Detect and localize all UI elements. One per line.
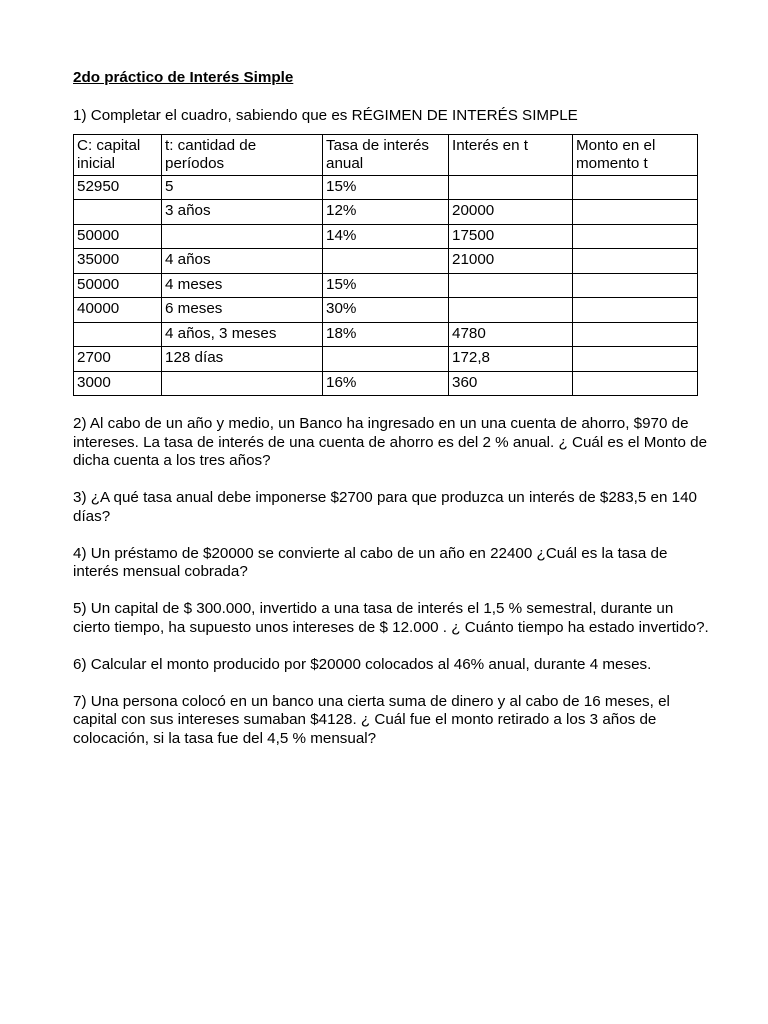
- table-row: [74, 322, 698, 347]
- header-capital: C: capital inicial: [74, 134, 162, 175]
- problem-item: 2) Al cabo de un año y medio, un Banco ha ingresado en un una cuenta de ahorro, $970 de intereses. La tasa de interés de una cuenta de ahorro es del 2 % anual. ¿ Cuál es el Monto de dicha cuenta a los tres años?: [73, 415, 708, 469]
- table-cell: 35000: [74, 249, 162, 274]
- header-amount: Monto en el momento t: [573, 134, 698, 175]
- table-cell: [449, 298, 573, 323]
- table-cell: 3000: [74, 371, 162, 396]
- problems-list: [73, 415, 713, 748]
- table-cell: [323, 347, 449, 372]
- table-cell: 30%: [323, 298, 449, 323]
- header-rate: Tasa de interés anual: [323, 134, 449, 175]
- table-cell: [573, 347, 698, 372]
- table-cell: 12%: [323, 200, 449, 225]
- table-cell: [573, 175, 698, 200]
- table-row: [74, 273, 698, 298]
- table-cell: 4 años: [162, 249, 323, 274]
- problem-item: 3) ¿A qué tasa anual debe imponerse $2700 para que produzca un interés de $283,5 en 140 días?: [73, 489, 697, 525]
- document-page: [73, 69, 713, 767]
- table-cell: 3 años: [162, 200, 323, 225]
- interest-table-body: [74, 134, 698, 396]
- table-cell: [573, 224, 698, 249]
- table-cell: 50000: [74, 273, 162, 298]
- table-cell: 52950: [74, 175, 162, 200]
- table-cell: 50000: [74, 224, 162, 249]
- table-cell: 15%: [323, 175, 449, 200]
- table-cell: 40000: [74, 298, 162, 323]
- problem-item: 5) Un capital de $ 300.000, invertido a una tasa de interés el 1,5 % semestral, durante un cierto tiempo, ha supuesto unos intereses de $ 12.000 . ¿ Cuánto tiempo ha estado invertido?.: [73, 600, 709, 636]
- table-cell: 4 meses: [162, 273, 323, 298]
- table-cell: 4780: [449, 322, 573, 347]
- table-row: [74, 249, 698, 274]
- table-cell: [74, 200, 162, 225]
- table-row: [74, 224, 698, 249]
- table-cell: [573, 298, 698, 323]
- problem-item: 7) Una persona colocó en un banco una cierta suma de dinero y al cabo de 16 meses, el capital con sus intereses sumaban $4128. ¿ Cuál fue el monto retirado a los 3 años de colocación, si la tasa fue del 4,5 % mensual?: [73, 692, 670, 747]
- problem-item: 6) Calcular el monto producido por $20000 colocados al 46% anual, durante 4 meses.: [73, 655, 652, 673]
- table-cell: 172,8: [449, 347, 573, 372]
- document-title: 2do práctico de Interés Simple: [73, 69, 294, 86]
- table-cell: 360: [449, 371, 573, 396]
- interest-table: [73, 134, 698, 397]
- table-row: [74, 175, 698, 200]
- table-header-row: [74, 134, 698, 175]
- table-cell: 15%: [323, 273, 449, 298]
- table-cell: 4 años, 3 meses: [162, 322, 323, 347]
- table-cell: 6 meses: [162, 298, 323, 323]
- table-cell: [449, 175, 573, 200]
- table-row: [74, 298, 698, 323]
- table-cell: 21000: [449, 249, 573, 274]
- table-cell: 14%: [323, 224, 449, 249]
- table-cell: 2700: [74, 347, 162, 372]
- table-cell: 16%: [323, 371, 449, 396]
- table-cell: 128 días: [162, 347, 323, 372]
- exercise-1-statement: 1) Completar el cuadro, sabiendo que es RÉGIMEN DE INTERÉS SIMPLE: [73, 107, 578, 124]
- table-row: [74, 371, 698, 396]
- table-row: [74, 347, 698, 372]
- header-interest: Interés en t: [449, 134, 573, 175]
- table-cell: 18%: [323, 322, 449, 347]
- table-cell: 17500: [449, 224, 573, 249]
- table-cell: [74, 322, 162, 347]
- table-cell: 5: [162, 175, 323, 200]
- problem-item: 4) Un préstamo de $20000 se convierte al cabo de un año en 22400 ¿Cuál es la tasa de interés mensual cobrada?: [73, 544, 668, 580]
- table-row: [74, 200, 698, 225]
- table-cell: [162, 371, 323, 396]
- table-cell: [573, 322, 698, 347]
- header-periods: t: cantidad de períodos: [162, 134, 323, 175]
- table-cell: [573, 273, 698, 298]
- table-cell: [449, 273, 573, 298]
- table-cell: [162, 224, 323, 249]
- table-cell: 20000: [449, 200, 573, 225]
- table-cell: [573, 371, 698, 396]
- table-cell: [573, 200, 698, 225]
- table-cell: [323, 249, 449, 274]
- table-cell: [573, 249, 698, 274]
